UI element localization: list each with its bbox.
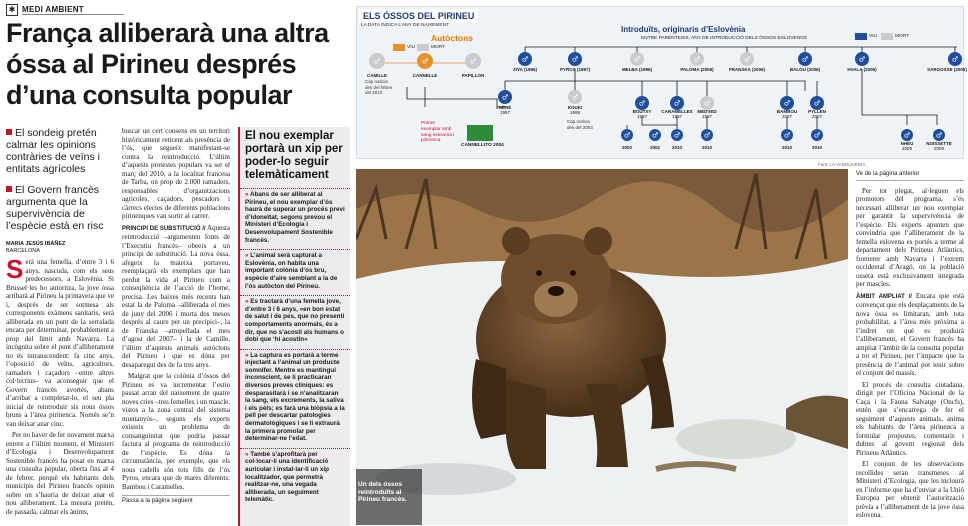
body-column-4 (856, 170, 964, 526)
sidebar-item: » Abans de ser alliberat al Pirineu, el nou exemplar d’ós haurà de superar un procés previ d’idoneïtat, segons prevou el Ministeri d’Ecologia i Desenvolupament Sostenible francès. (240, 188, 350, 246)
byline (6, 241, 114, 255)
legend-swatch (393, 44, 405, 51)
sex-symbol-icon: ♂ (651, 131, 659, 140)
sex-symbol-icon: ♂ (801, 55, 809, 64)
legend-intro-dead: MORT (881, 33, 909, 40)
paragraph: El procés de consulta ciutadana, dirigit per l’Oficina Nacional de la Caça i la Fauna Salvatge (Oncfs), entén que s’encarrega de fer el seguiment d’aquests animals, anima els habitants de l’àrea pirinenca a formular propostes, comentaris i dubtes al govern regional dels Pirineus Atlàntics. (856, 380, 964, 457)
sex-symbol-icon: ♂ (633, 55, 641, 64)
subhead-1: El sondeig pretén calmar les opinions contràries de veïns i entitats agrícoles (6, 127, 100, 175)
bear-label: FRANSKA (2006) (728, 67, 766, 72)
bear-year: 2010 (701, 145, 713, 150)
infographic-title: ELS ÓSSOS DEL PIRINEU (359, 9, 478, 23)
bear-label: KOUKI 1998 (567, 105, 583, 115)
sex-symbol-icon: ♂ (935, 131, 943, 140)
bear-year: 2002 (621, 145, 633, 150)
sex-symbol-icon: ♂ (813, 131, 821, 140)
introduits-label: Introduïts, originaris d’Eslovènia (621, 25, 746, 34)
paragraph: Malgrat que la colònia d’óssos del Pirineu es va incrementar l’estiu passat arran del naixement de quatre noves cries –tres femelles i un mascle, vistos a la zona central del sistema muntanyós–, segons els experts existeix un problema de consanguinitat que podria passar factura al programa de reintroducció de l’espècie. Es dóna la circumstància, per exemple, que els nous cadells són tots fills de l’ós Pyros, encara que de mares diferents: Bambou i Caramelles. (122, 372, 230, 491)
bear-label: CAMILLE (367, 73, 387, 78)
sex-symbol-icon: ♂ (951, 55, 959, 64)
bear-label: CARAMELLES 1997 (661, 109, 693, 119)
body-column-2 (122, 127, 230, 526)
legend-auto-alive: VIU (393, 44, 415, 51)
sex-symbol-icon: ♂ (673, 99, 681, 108)
sex-symbol-icon: ♂ (783, 131, 791, 140)
red-square-icon (6, 129, 12, 135)
sex-symbol-icon: ♂ (521, 55, 529, 64)
paragraph: Serà una femella, d’entre 3 i 6 anys, nascuda, com els seus predecessors, a Eslovènia. Si Brussel·les ho autoritza, la jove óssa arribarà al Pirineu la primavera que ve i, després de ser sotmesa als corresponents exàmens sanitaris, serà alliberada en un punt de la serralada encara per determinar, probablement a prop del límit amb Navarra. La incògnita sobre el punt d’alliberament no és intranscendent: fa cinc anys, l’oposició de veïns, agricultors, ramaders i caçadors –entre altres col·lectius– va aconseguir que el Govern francès avortés, abans d’arribar a completar-lo, el seu pla inicial de reintroduir sis nous óssos bruns a l’àrea pirinenca. Només se’n van deixar anar cinc. (6, 258, 114, 428)
bear-label: CANNELLE (412, 73, 438, 78)
kouki-note: Cap notícia des del 2003 (567, 119, 593, 130)
sidebar-item: » Es tractarà d’una femella jove, d’entre 3 i 6 anys, «en bon estat de salut i de pes, que no presenti comportaments anormals, és a dir, que no s’acosti als humans o dobi que ‘hi acostin» (240, 295, 350, 346)
sex-symbol-icon: ♂ (638, 99, 646, 108)
body-column-1 (6, 258, 114, 526)
bear-year: 2002 (649, 145, 661, 150)
bear-label: ZIVA (1996) (512, 67, 538, 72)
paragraph: Per tot plegat, al·leguen els promotors del programa, s’és necessari alliberar un nou exemplar per garantir la supervivència de l’espècie. Els experts apunten que convindria que l’alliberament de la femella eslovena es portés a terme al departament dels Pirineus Atlàntics, fronterer amb Navarra i l’extrem occidental d’Aragó, on la població ossera està exclusivament integrada per mascles. (856, 186, 964, 288)
sidebar-item: » També s’aprofitarà per col·locar-li una identificació auricular i instal·lar-li un xip localitzador, que permetrà realitzar-ne, una vegada alliberada, un seguiment telemàtic. (240, 448, 350, 506)
bear-year: 2010 (671, 145, 683, 150)
section-label: MEDI AMBIENT (22, 5, 124, 15)
legend-swatch (881, 33, 893, 40)
sidebar-item: » L’animal serà capturat a Eslovènia, on habita una important colònia d’ós bru, espècie d’aire semblant a la de l’ós autòcton del Pirineu. (240, 249, 350, 292)
bear-label: HVALA (2006) (847, 67, 877, 72)
bear-label: MEDVED 1997 (697, 109, 717, 119)
bear-year: 2010 (781, 145, 793, 150)
legend-swatch (855, 33, 867, 40)
bear-label: BALOU (2006) (789, 67, 821, 72)
bear-label: BOUTXY 1997 (632, 109, 652, 119)
cannellito-icon (467, 125, 493, 141)
bear-label: MELBA (1996) (621, 67, 653, 72)
autoctons-label: Autòctons (431, 33, 474, 43)
sex-symbol-icon: ♂ (903, 131, 911, 140)
introduits-subtitle: ENTRE PARÈNTESIS, ANY DE INTRODUCCIÓ DELS ÓSSOS ESLOVENOS (641, 36, 808, 41)
camille-note: Cap notícia des del febrer del 2010 (365, 79, 393, 95)
paragraph: buscar un cert consens en un territori històricament reticent als presència de l’ós, que segueix manifestant-se contra la reintroducció. L’últim d’aquests protestes populars va ser el març del 2010, a la localitat francesa de Tarba, on prop de 2.000 ramaders, responsables d’organitzacions agrícoles, caçadors, pescadors i càrrecs electes de diferents poblacions pirinenques van sortir al carrer. (122, 127, 230, 220)
bear-label: BAMBOU 2007 (776, 109, 798, 119)
bear-year: 2010 (811, 145, 823, 150)
sex-symbol-icon: ♂ (501, 93, 509, 102)
headline: França alliberarà una altra óssa al Pirineu després d’una consulta popular (6, 18, 329, 110)
sidebar-item: » La captura es portarà a terme injectant a l’animal un producte somnífer. Mentre es mantingui inconscient, se li practicaran diversos proves clíniques: es desparasitarà i se n’analitzaran la sang, els excrements, la saliva i els pèls; es farà una biòpsia a la pell per descartar patologies dermatològiques i se li extraurà la primera promolar per determinar-ne l’edat. (240, 349, 350, 445)
sex-symbol-icon: ♂ (743, 55, 751, 64)
sex-symbol-icon: ♂ (373, 57, 381, 66)
section-header (6, 4, 124, 16)
red-note: Primer exemplar amb sang eslovena i pirinenca (421, 121, 455, 144)
bear-label: PYLLEN 2007 (808, 109, 826, 119)
sex-symbol-icon: ♂ (623, 131, 631, 140)
drop-cap: S (6, 258, 24, 284)
sidebar-box (238, 127, 350, 526)
credit: Font: LA VANGUARDIA (818, 162, 866, 167)
section-icon: ✱ (6, 4, 18, 16)
legend-swatch (417, 44, 429, 51)
sex-symbol-icon: ♂ (703, 99, 711, 108)
sidebar-title: El nou exemplar portarà un xip per poder-lo seguir telemàticament (245, 130, 343, 181)
sex-symbol-icon: ♂ (813, 99, 821, 108)
paragraph: Per no haver de fer novament marxa enrere a l’últim moment, el Ministeri d’Ecologia i Desenvolupament Sostenible francès ha posat en marxa una consulta popular, oberta fins al 4 de febrer, perquè els habitants dels municipis del Pirineu francès opinin sobre on s’hauria de deixar anar el nou alliberament. La mesura pretén, de passada, calmar els ànims, (6, 431, 114, 516)
red-square-icon (6, 186, 12, 192)
bear-label: NOISSETTE 2009 (926, 141, 952, 151)
from-previous-link[interactable]: Ve de la pàgina anterior (856, 170, 964, 181)
sex-symbol-icon: ♂ (703, 131, 711, 140)
subhead-2: El Govern francès argumenta que la supervivència de l’espècie està en risc (6, 184, 104, 232)
sex-symbol-icon: ♂ (571, 55, 579, 64)
legend-auto-dead: MORT (417, 44, 445, 51)
photo-caption: Un dels óssos reintroduïts al Pirineu francès. (358, 481, 407, 503)
continues-link[interactable]: Passa a la pàgina següent (122, 495, 230, 506)
sex-symbol-icon: ♂ (571, 93, 579, 102)
cannellito-label: CANNELLITO 2004 (461, 143, 504, 148)
infographic-subtitle: LA DATA INDICA L’ANY DE NAIXEMENT (361, 23, 449, 28)
sex-symbol-icon: ♂ (469, 57, 477, 66)
dateline: BARCELONA (6, 248, 40, 254)
sex-symbol-icon: ♂ (421, 57, 429, 66)
paragraph: PRINCIPI DE SUBSTITUCIÓ // Aquesta reintroducció –argumenten fonts de l’Executiu francès– obeeix a un principi de substitució. La nova óssa, afegeix la mateixa portaveu, reemplaçarà els exemplars que han perdut la vida al Pirineu com a conseqüència de l’acció de l’home, precisa. Les baixes més recents han estat la de Paloma –alliberada el mes de juny del 2006 i morta dos mesos després al caure per un precipici–, la de Franska –atropellada el mes d’agost del 2007– i la de Camille, l’últim d’aquests animals autòctons del Pirineu i que es dóna per desaparegut des de fa tres anys. (122, 223, 230, 369)
legend-intro-alive: VIU (855, 33, 877, 40)
sex-symbol-icon: ♂ (693, 55, 701, 64)
sex-symbol-icon: ♂ (673, 131, 681, 140)
bear-label: SARGOSSE (2006) (927, 67, 967, 72)
bear-label: PALOMA (2006) (680, 67, 714, 72)
bear-label: NHÉU 2009 (900, 141, 914, 151)
paragraph: ÀMBIT AMPLIAT // Encara que està convençut que els desplaçaments de la nova óssa es limitaran, amb tota probabilitat, a l’àrea més pròxima a l’indret on què es produirà l’alliberament, el Govern francès ha ampliat l’àmbit de la consulta popular a tot el Pirineu, per l’impacte que la presència de l’animal pot tenir sobre el conjunt del massís. (856, 291, 964, 377)
bear-photo (356, 169, 848, 525)
infographic (356, 6, 967, 159)
bear-label: PYROS (1997) (559, 67, 591, 72)
bear-label: PAPILLON (461, 73, 485, 78)
sex-symbol-icon: ♂ (783, 99, 791, 108)
sex-symbol-icon: ♂ (858, 55, 866, 64)
bear-label: NÉRÉ 1997 (498, 105, 512, 115)
author: MARIA JESÚS IBÁÑEZ (6, 241, 66, 247)
paragraph: El conjunt de les observacions recollides seran transmeses al Ministeri d’Ecologia, que les inclourà en l’informe que ha d’enviar a la Unió Europea per obtenir l’autorització prèvia a l’alliberament de la jove óssa eslovena. (856, 460, 964, 519)
bear-icons (369, 52, 962, 141)
